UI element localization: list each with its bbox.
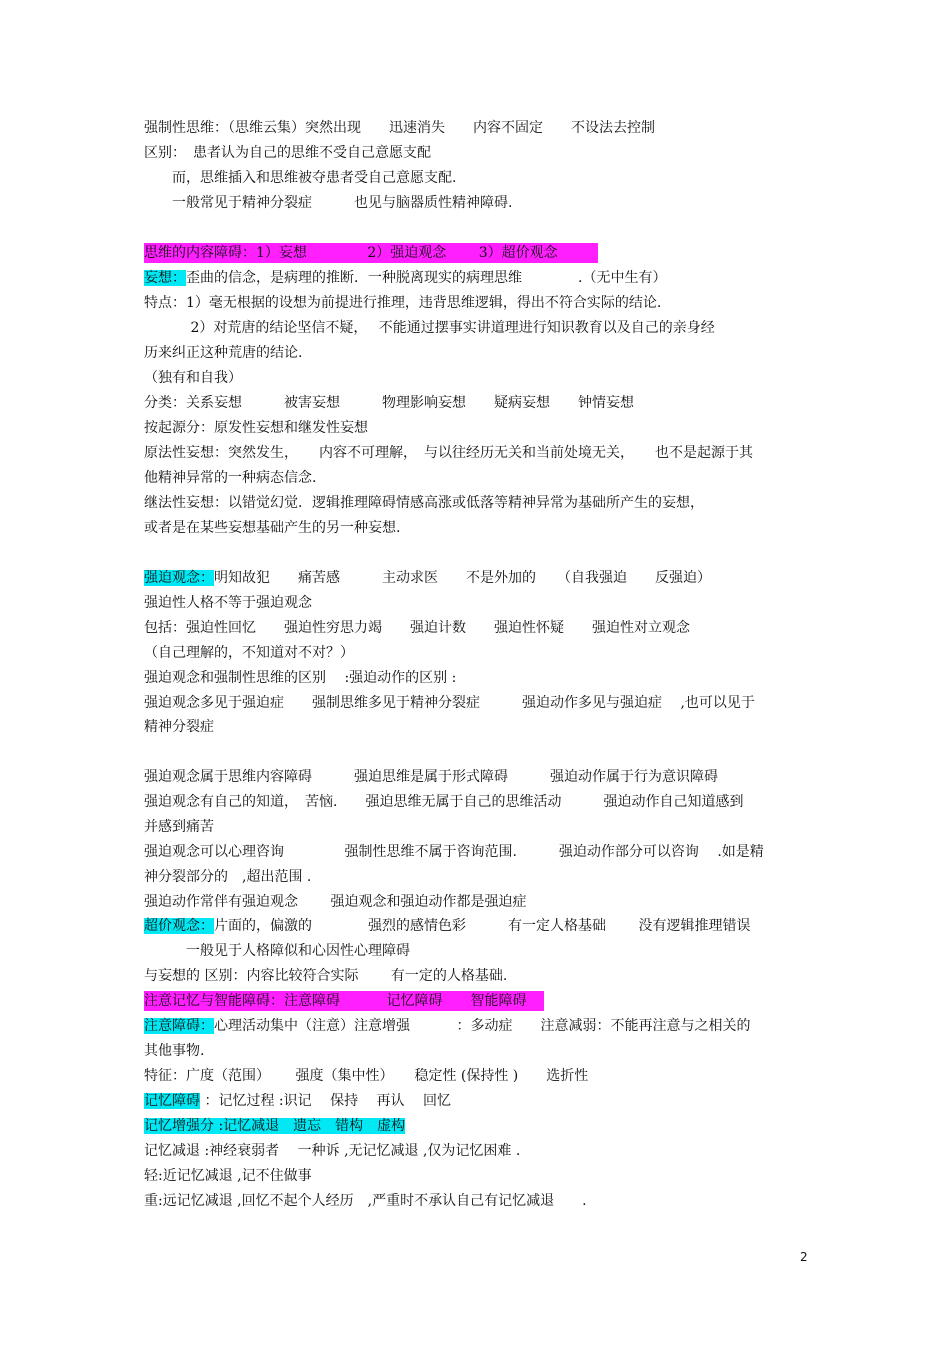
text-line — [144, 518, 400, 538]
line-text: （自己理解的，不知道对不对？） — [144, 645, 354, 661]
text-line — [144, 368, 242, 388]
text-line — [144, 468, 316, 488]
line-text: 他精神异常的一种病态信念. — [144, 470, 317, 486]
text-line — [144, 568, 711, 588]
line-text: 或者是在某些妄想基础产生的另一种妄想. — [144, 520, 401, 536]
text-line — [144, 1191, 587, 1211]
text-line — [144, 1141, 520, 1161]
text-line — [144, 966, 507, 986]
text-line — [144, 867, 311, 887]
text-line — [144, 916, 750, 936]
text-line — [144, 168, 456, 188]
text-line — [144, 643, 354, 663]
highlighted-term: 超价观念： — [144, 918, 214, 934]
highlighted-heading: 思维的内容障碍：1）妄想 2）强迫观念 3）超价观念 — [144, 243, 598, 263]
text-line — [144, 268, 666, 288]
text-line — [144, 1116, 405, 1136]
line-text: 特点：1）毫无根据的设想为前提进行推理，违背思维逻辑，得出不符合实际的结论. — [144, 295, 662, 311]
text-line — [144, 418, 368, 438]
line-text: 历来纠正这种荒唐的结论. — [144, 345, 303, 361]
section-heading-attention-memory — [144, 991, 544, 1011]
line-text: 一般见于人格障似和心因性心理障碍 — [144, 943, 410, 959]
text-line — [144, 668, 456, 688]
highlighted-term: 记忆障碍 — [144, 1093, 200, 1109]
line-text: 其他事物. — [144, 1043, 205, 1059]
line-text: 与妄想的 区别：内容比较符合实际 有一定的人格基础. — [144, 968, 508, 984]
text-line — [144, 1016, 750, 1036]
line-text: 分类：关系妄想 被害妄想 物理影响妄想 疑病妄想 钟情妄想 — [144, 395, 634, 411]
line-text: 区别： 患者认为自己的思维不受自己意愿支配 — [144, 145, 431, 161]
line-text: 而，思维插入和思维被夺患者受自己意愿支配. — [144, 170, 457, 186]
highlighted-term: 记忆增强分 :记忆减退 遗忘 错构 虚构 — [144, 1118, 406, 1134]
text-line — [144, 493, 704, 513]
highlighted-term: 注意障碍： — [144, 1018, 214, 1034]
text-line — [144, 842, 764, 862]
line-text: 片面的，偏激的 强烈的感情色彩 有一定人格基础 没有逻辑推理错误 — [214, 918, 751, 934]
line-text: 特征：广度（范围） 强度（集中性） 稳定性 (保持性 ) 选折性 — [144, 1068, 589, 1084]
line-text: 继法性妄想：以错觉幻觉．逻辑推理障碍情感高涨或低落等精神异常为基础所产生的妄想， — [144, 495, 704, 511]
text-line — [144, 941, 410, 961]
line-text: 强迫观念有自己的知道， 苦恼. 强迫思维无属于自己的思维活动 强迫动作自己知道感到 — [144, 794, 744, 810]
line-text: 强制性思维：（思维云集）突然出现 迅速消失 内容不固定 不设法去控制 — [144, 120, 655, 136]
text-line — [144, 1091, 451, 1111]
line-text: 歪曲的信念，是病理的推断．一种脱离现实的病理思维 .（无中生有） — [186, 270, 667, 286]
line-text: 并感到痛苦 — [144, 819, 214, 835]
line-text: 强迫观念和强制性思维的区别 :强迫动作的区别 : — [144, 670, 457, 686]
line-text: 强迫性人格不等于强迫观念 — [144, 595, 312, 611]
line-text: 精神分裂症 — [144, 719, 214, 735]
line-text: 心理活动集中（注意）注意增强 ：多动症 注意减弱：不能再注意与之相关的 — [214, 1018, 751, 1034]
text-line — [144, 767, 718, 787]
line-text: 2）对荒唐的结论坚信不疑， 不能通过摆事实讲道理进行知识教育以及自己的亲身经 — [144, 320, 715, 336]
highlighted-term: 妄想： — [144, 270, 186, 286]
page-number: 2 — [800, 1250, 808, 1264]
line-text: 记忆减退 :神经衰弱者 一种诉 ,无记忆减退 ,仅为记忆困难 . — [144, 1143, 521, 1159]
text-line — [144, 443, 753, 463]
text-line — [144, 118, 655, 138]
text-line — [144, 1166, 312, 1186]
text-line — [144, 817, 214, 837]
highlighted-term: 强迫观念： — [144, 570, 214, 586]
text-line — [144, 717, 214, 737]
line-text: 按起源分：原发性妄想和继发性妄想 — [144, 420, 368, 436]
text-line — [144, 792, 743, 812]
line-text: 强迫观念多见于强迫症 强制思维多见于精神分裂症 强迫动作多见与强迫症 ,也可以见于 — [144, 695, 755, 711]
line-text: （独有和自我） — [144, 370, 242, 386]
line-text: 神分裂部分的 ,超出范围 . — [144, 869, 312, 885]
text-line — [144, 892, 526, 912]
section-heading-thought-content — [144, 243, 598, 263]
text-line — [144, 318, 715, 338]
text-line — [144, 593, 312, 613]
text-line — [144, 343, 302, 363]
line-text: 原法性妄想：突然发生， 内容不可理解， 与以往经历无关和当前处境无关， 也不是起源于其 — [144, 445, 753, 461]
line-text: 包括：强迫性回忆 强迫性穷思力竭 强迫计数 强迫性怀疑 强迫性对立观念 — [144, 620, 690, 636]
line-text: 重:远记忆减退 ,回忆不起个人经历 ,严重时不承认自己有记忆减退 . — [144, 1193, 587, 1209]
text-line — [144, 693, 755, 713]
text-line — [144, 293, 661, 313]
text-line — [144, 1066, 588, 1086]
line-text: 一般常见于精神分裂症 也见与脑器质性精神障碍. — [144, 195, 513, 211]
highlighted-heading: 注意记忆与智能障碍：注意障碍 记忆障碍 智能障碍 — [144, 991, 544, 1011]
line-text: 强迫动作常伴有强迫观念 强迫观念和强迫动作都是强迫症 — [144, 894, 527, 910]
text-line — [144, 393, 634, 413]
line-text: ：记忆过程 :识记 保持 再认 回忆 — [200, 1093, 451, 1109]
line-text: 强迫观念属于思维内容障碍 强迫思维是属于形式障碍 强迫动作属于行为意识障碍 — [144, 769, 718, 785]
text-line — [144, 193, 512, 213]
line-text: 强迫观念可以心理咨询 强制性思维不属于咨询范围. 强迫动作部分可以咨询 .如是精 — [144, 844, 764, 860]
line-text: 明知故犯 痛苦感 主动求医 不是外加的 （自我强迫 反强迫） — [214, 570, 711, 586]
text-line — [144, 618, 690, 638]
line-text: 轻:近记忆减退 ,记不住做事 — [144, 1168, 312, 1184]
text-line — [144, 1041, 204, 1061]
text-line — [144, 143, 431, 163]
